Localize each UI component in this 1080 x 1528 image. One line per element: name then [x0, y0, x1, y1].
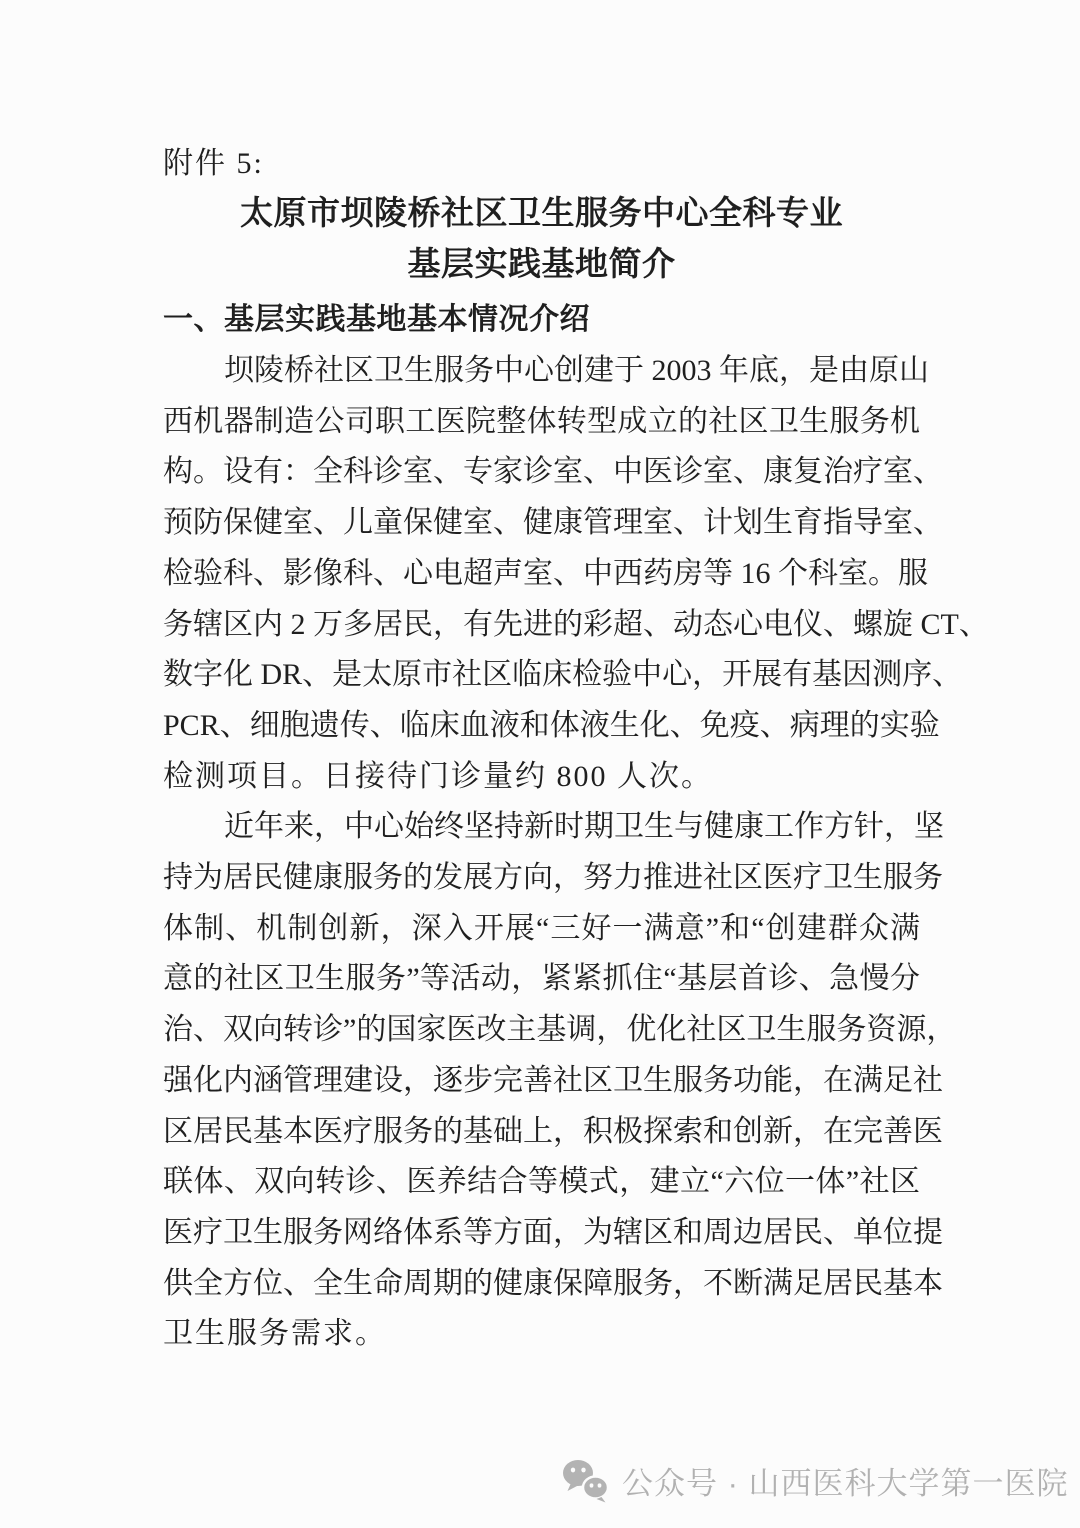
section-heading: 一、基层实践基地基本情况介绍	[163, 303, 590, 336]
body-line: 区居民基本医疗服务的基础上，积极探索和创新，在完善医	[163, 1114, 943, 1148]
body-line: 务辖区内 2 万多居民，有先进的彩超、动态心电仪、螺旋 CT、	[163, 607, 989, 641]
title-line-2: 基层实践基地简介	[407, 247, 676, 283]
document-content	[163, 138, 989, 1360]
watermark-text: 公众号 · 山西医科大学第一医院	[622, 1466, 1069, 1501]
body-line: 数字化 DR、是太原市社区临床检验中心，开展有基因测序、	[163, 658, 963, 692]
paragraph-2	[163, 802, 957, 1360]
body-line: 医疗卫生服务网络体系等方面，为辖区和周边居民、单位提	[163, 1215, 943, 1249]
body-line: 强化内涵管理建设，逐步完善社区卫生服务功能，在满足社	[163, 1063, 943, 1097]
body-line: 联体、双向转诊、医养结合等模式，建立“六位一体”社区	[163, 1165, 920, 1199]
body-line: 预防保健室、儿童保健室、健康管理室、计划生育指导室、	[163, 506, 943, 540]
body-line: 西机器制造公司职工医院整体转型成立的社区卫生服务机	[163, 404, 920, 438]
body-line: 检验科、影像科、心电超声室、中西药房等 16 个科室。服	[163, 556, 928, 590]
attachment-label: 附件 5:	[163, 147, 264, 180]
body-line: 检测项目。日接待门诊量约 800 人次。	[163, 759, 713, 793]
footer-watermark	[562, 1458, 1069, 1503]
body-line: 近年来，中心始终坚持新时期卫生与健康工作方针，坚	[224, 810, 944, 844]
body-line: 体制、机制创新，深入开展“三好一满意”和“创建群众满	[163, 911, 920, 945]
body-line: 持为居民健康服务的发展方向，努力推进社区医疗卫生服务	[163, 861, 943, 895]
body-line: 治、双向转诊”的国家医改主基调，优化社区卫生服务资源，	[163, 1013, 957, 1047]
body-line: 意的社区卫生服务”等活动，紧紧抓住“基层首诊、急慢分	[163, 962, 920, 996]
paragraph-1	[163, 346, 989, 802]
title-line-1: 太原市坝陵桥社区卫生服务中心全科专业	[240, 196, 843, 232]
body-line: 构。设有：全科诊室、专家诊室、中医诊室、康复治疗室、	[163, 455, 943, 489]
body-line: 供全方位、全生命周期的健康保障服务，不断满足居民基本	[163, 1266, 943, 1300]
wechat-icon	[562, 1459, 610, 1503]
body-line: 卫生服务需求。	[163, 1317, 387, 1351]
document-title	[163, 189, 920, 291]
body-line: PCR、细胞遗传、临床血液和体液生化、免疫、病理的实验	[163, 708, 940, 742]
body-line: 坝陵桥社区卫生服务中心创建于 2003 年底，是由原山	[224, 354, 929, 387]
